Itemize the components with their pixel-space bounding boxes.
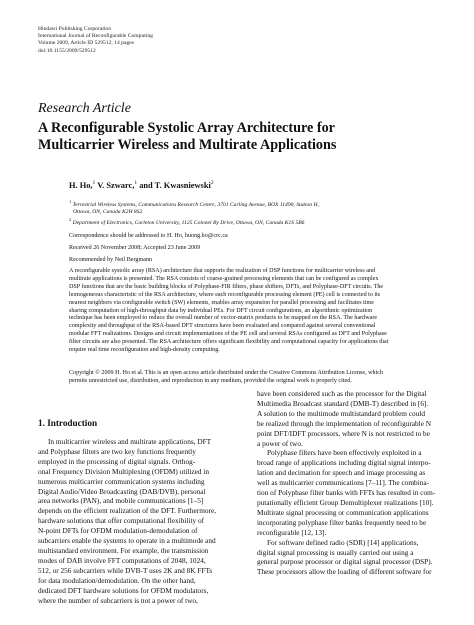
header-volume: Volume 2009, Article ID 529512, 14 pages [38,40,134,47]
body-line: numerous multicarrier communication systems including [38,476,205,486]
body-line: employed in the processing of digital signals. Orthog- [38,456,196,466]
abstract-line: technique has been employed to reduce the overall number of vector-matrix products to be mapped on the RSA. The hardware [69,315,378,322]
abstract-line: DSP functions that are the basic building blocks of Polyphase-FIR filters, phase shifters, DFTs, and Polyphase-DFT circuits. The [69,283,384,290]
body-line: reconfigurable [12, 13]. [257,527,327,537]
header-publisher: Hindawi Publishing Corporation [38,26,112,32]
body-line: area networks (PAN), and mobile communications [1–5] [38,496,204,506]
left-column-text [38,437,234,605]
body-line: Multimedia Broadcast standard (DMB-T) described in [6]. [257,398,429,408]
author-name: V. Szwarc, [97,180,135,190]
abstract-line: complexity and throughput of the RSA-based DFT structures have been evaluated and compared against several conventional [69,323,376,330]
body-line: hardware solutions that offer computational flexibility of [38,516,205,526]
body-line: and Polyphase filters are two key functions frequently [38,446,196,456]
body-line: for data modulation/demodulation. On the other hand, [38,575,196,585]
title-line: A Reconfigurable Systolic Array Architecture for [38,120,335,136]
affiliation-line: Department of Electronics, Carleton University, 1125 Colonel By Drive, Ottawa, ON, Canada K1S 5B6 [72,219,305,226]
body-line: broad range of applications including digital signal interpo- [257,458,431,468]
title-line: Multicarrier Wireless and Multirate Applications [38,137,337,153]
copyright-line: permits unrestricted use, distribution, and reproduction in any medium, provided the original work is properly cited. [69,377,352,384]
header-journal: International Journal of Reconfigurable Computing [38,33,153,40]
right-column-text [257,389,457,577]
affiliation-mark: 2 [69,217,72,222]
body-line: 512, or 256 subcarriers while DVB-T uses 2K and 8K FFTs [38,565,213,575]
section-heading-introduction: 1. Introduction [38,418,98,428]
abstract-line: sharing computation of high-throughput data by individual PEs. For DFT circuit configurations, an algorithmic optimization [69,307,373,314]
abstract-line: nearest neighbors via configurable switch (SW) elements, enables array expansion for parallel processing and facilitates time [69,299,374,306]
affiliation-line: Ottawa, ON, Canada K2H 8S2 [73,209,143,216]
body-line: dedicated DFT hardware solutions for OFDM modulators, [38,585,209,595]
body-line: In multicarrier wireless and multirate applications, DFT [48,437,212,446]
body-line: incorporating polyphase filter banks frequently need to be [257,517,427,527]
publication-header [38,26,338,55]
abstract-line: homogeneous characteristic of the RSA architecture, where each reconfigurable processing element (PE) cell is connected to its [69,291,381,298]
copyright-line: Copyright © 2009 H. Ho et al. This is an open access article distributed under the Creative Commons Attribution License, which [69,370,384,376]
abstract-line: modular FFT realizations. Designs and circuit implementations of the PE cell and several RSAs configured as DFT and Polyphase [69,331,387,338]
author-affiliation-mark: 2 [210,180,214,186]
author-affiliation-mark: 1 [92,180,96,186]
body-line: point DFT/IDFT processors, where N is not restricted to be [257,428,430,438]
body-line: subcarriers enable the systems to operate in a multimode and [38,536,216,546]
body-line: well as multicarrier communications [7–11]. The combina- [257,478,430,488]
body-line: Multirate signal processing or communication applications [257,507,429,517]
body-line: be realized through the implementation of reconfigurable N [257,418,432,428]
author-name: and T. Kwasniewski [139,180,211,190]
author-affiliation-mark: 1 [134,180,138,186]
body-line: tion of Polyphase filter banks with FFTs has resulted in com- [257,488,436,498]
affiliation-line: Terrestrial Wireless Systems, Communications Research Centre, 3701 Carling Avenue, BOX 11490, Station H, [72,201,319,208]
abstract-line: filter circuits are also presented. The RSA architecture offers significant flexibility and computational capacity for applications that [69,339,389,346]
paper-title [38,120,438,154]
body-line: digital signal processing is usually carried out using a [257,547,414,557]
body-line: For software defined radio (SDR) [14] applications, [267,537,419,547]
body-line: a power of two. [257,438,303,448]
body-line: multistandard environment. For example, the transmission [38,545,209,555]
affiliation-2 [69,216,449,227]
body-line: have been considered such as the processor for the Digital [257,389,427,398]
body-line: modes of DAB involve FFT computations of 2048, 1024, [38,555,206,565]
body-line: Polyphase filters have been effectively exploited in a [267,448,422,458]
author-name: H. Ho, [69,180,93,190]
abstract-line: A reconfigurable systolic array (RSA) architecture that supports the realization of DSP functions for multicarrier wireless and [69,268,376,274]
body-line: A solution to the multimode multistandard problem could [257,408,426,418]
author-list [69,180,214,190]
recommended-by: Recommended by Neil Bergmann [69,257,152,263]
copyright-notice [69,370,439,386]
abstract-line: require real time reconfiguration and high-density computing. [69,347,220,354]
body-line: general purpose processor or digital signal processor (DSP). [257,557,433,567]
correspondence: Correspondence should be addressed to H. Ho, huong.ho@crc.ca [69,233,228,239]
header-doi[interactable]: doi:10.1155/2009/529512 [38,47,96,54]
body-line: onal Frequency Division Multiplexing (OFDM) utilized in [38,466,210,476]
abstract-line: multirate applications is presented. The RSA consists of coarse-grained processing elements that can be configured as complex [69,275,379,282]
body-line: where the number of subcarriers is not a power of two, [38,595,198,605]
abstract [69,268,439,355]
body-line: Digital Audio/Video Broadcasting (DAB/DVB), personal [38,486,206,496]
affiliation-mark: 1 [69,199,72,204]
received-accepted-dates: Received 26 November 2008; Accepted 23 June 2009 [69,245,201,251]
body-line: putationally efficient Group Demultiplexer realizations [10]. [257,497,434,507]
affiliation-1 [69,198,449,217]
article-type: Research Article [38,101,131,116]
body-line: lation and decimation for speech and image processing as [257,468,426,478]
body-line: These processors allow the loading of different software for [257,567,432,577]
body-line: N-point DFTs for OFDM modulation-demodulation of [38,526,198,536]
body-line: depends on the efficient realization of the DFT. Furthermore, [38,506,217,516]
